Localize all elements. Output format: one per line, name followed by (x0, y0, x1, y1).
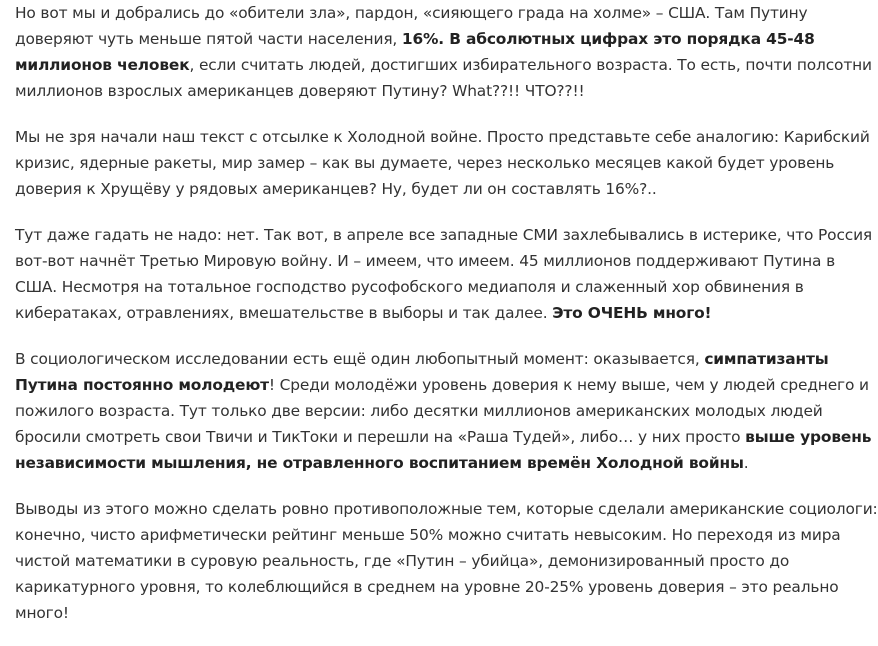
paragraph-cold-war (15, 124, 878, 202)
bold-segment: 16%. В абсолютных цифрах это порядка 45-48 миллионов человек (15, 30, 815, 74)
bold-segment: симпатизанты Путина постоянно молодеют (15, 350, 829, 394)
text-segment: Выводы из этого можно сделать ровно противоположные тем, которые сделали американские социологи: конечно, чисто арифметически рейтинг меньше 50% можно считать невысоким. Но переходя из мира чистой математики в суровую реальность, где «Путин – убийца», демонизированный просто до карикатурного уровня, то колеблющийся в среднем на уровне 20-25% уровень доверия – это реально много! (15, 500, 878, 622)
text-segment: . (743, 454, 749, 472)
text-segment: В социологическом исследовании есть ещё один любопытный момент: оказывается, (15, 350, 705, 368)
paragraph-youth (15, 346, 878, 476)
paragraph-western-media (15, 222, 878, 326)
bold-segment: выше уровень независимости мышления, не отравленного воспитанием времён Холодной войны (15, 428, 872, 472)
paragraph-usa-trust (15, 0, 878, 104)
text-segment: ! Среди молодёжи уровень доверия к нему выше, чем у людей среднего и пожилого возраста. Тут только две версии: либо десятки миллионов американских молодых людей бросили смотреть свои Твичи и ТикТоки и перешли на «Раша Тудей», либо… у них просто (15, 376, 869, 446)
paragraph-conclusions (15, 496, 878, 626)
bold-segment: Это ОЧЕНЬ много! (552, 304, 712, 322)
text-segment: Мы не зря начали наш текст с отсылке к Холодной войне. Просто представьте себе аналогию: Карибский кризис, ядерные ракеты, мир замер – как вы думаете, через несколько месяцев какой будет уровень доверия к Хрущёву у рядовых американцев? Ну, будет ли он составлять 16%?.. (15, 128, 870, 198)
text-segment: Но вот мы и добрались до «обители зла», пардон, «сияющего града на холме» – США. Там Путину доверяют чуть меньше пятой части населения, (15, 4, 808, 48)
text-segment: Тут даже гадать не надо: нет. Так вот, в апреле все западные СМИ захлебывались в истерике, что Россия вот-вот начнёт Третью Мировую войну. И – имеем, что имеем. 45 миллионов поддерживают Путина в США. Несмотря на тотальное господство русофобского медиаполя и слаженный хор обвинения в кибератаках, отравлениях, вмешательстве в выборы и так далее. (15, 226, 873, 322)
article-body (15, 0, 878, 646)
text-segment: , если считать людей, достигших избирательного возраста. То есть, почти полсотни миллионов взрослых американцев доверяют Путину? What??!! ЧТО??!! (15, 56, 872, 100)
